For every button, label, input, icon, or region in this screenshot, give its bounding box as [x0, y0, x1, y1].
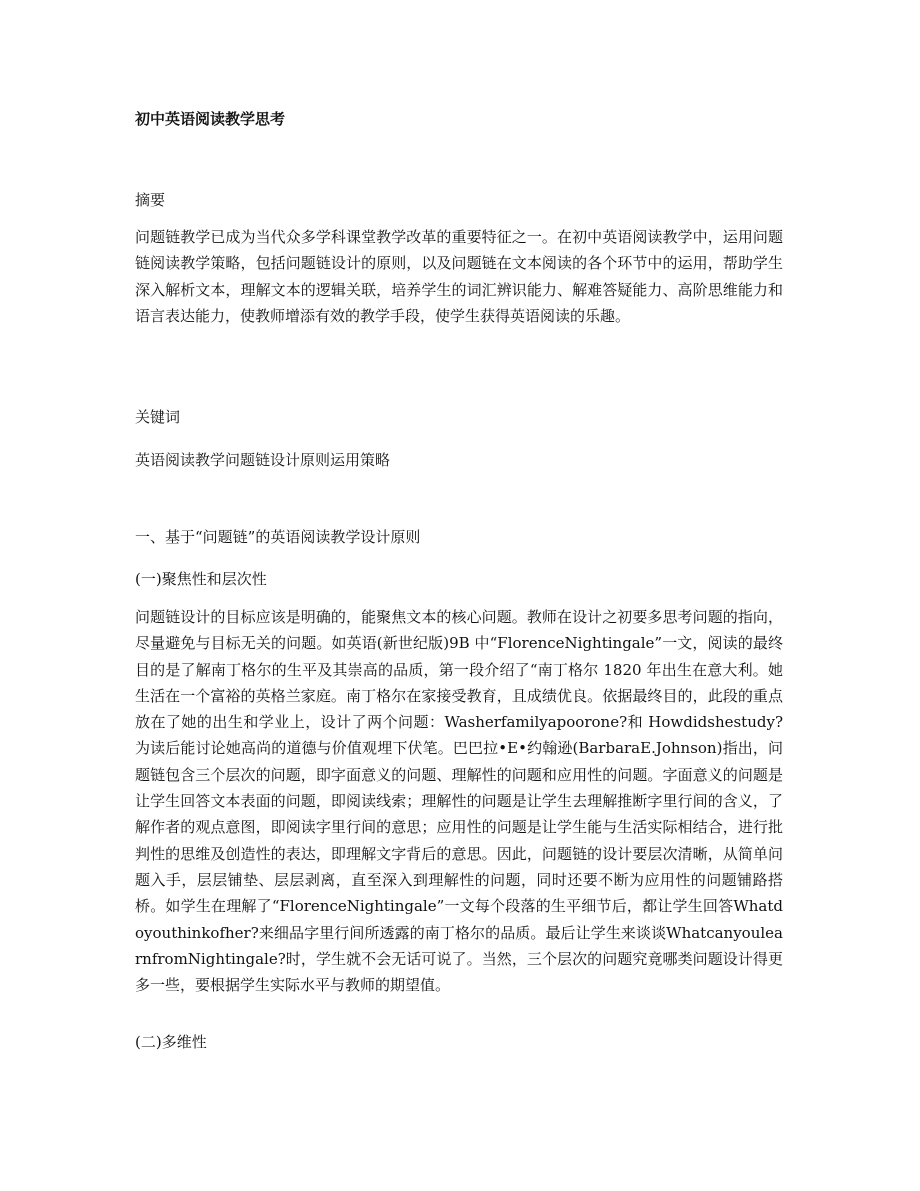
section-heading: 一、基于“问题链”的英语阅读教学设计原则: [135, 528, 421, 546]
subsection-heading: (二)多维性: [135, 1033, 207, 1051]
document-title: 初中英语阅读教学思考: [135, 110, 286, 128]
keywords-heading: 关键词: [135, 408, 181, 426]
keywords-text: 英语阅读教学问题链设计原则运用策略: [135, 451, 391, 469]
body-paragraph: 问题链设计的目标应该是明确的，能聚焦文本的核心问题。教师在设计之初要多思考问题的指向，尽量避免与目标无关的问题。如英语(新世纪版)9B 中“FlorenceNightingale”一文，阅读的最终目的是了解南丁格尔的生平及其崇高的品质，第一段介绍了“南丁格尔 1820 年出生在意大利。她生活在一个富裕的英格兰家庭。南丁格尔在家接受教育，且成绩优良。依据最终目的，此段的重点放在了她的出生和学业上，设计了两个问题：Washerfamilyapoorone?和 Howdidshestudy?为读后能讨论她高尚的道德与价值观埋下伏笔。巴巴拉•E•约翰逊(BarbaraE.Johnson)指出，问题链包含三个层次的问题，即字面意义的问题、理解性的问题和应用性的问题。字面意义的问题是让学生回答文本表面的问题，即阅读线索；理解性的问题是让学生去理解推断字里行间的含义，了解作者的观点意图，即阅读字里行间的意思；应用性的问题是让学生能与生活实际相结合，进行批判性的思维及创造性的表达，即理解文字背后的意思。因此，问题链的设计要层次清晰，从简单问题入手，层层铺垫、层层剥离，直至深入到理解性的问题，同时还要不断为应用性的问题铺路搭桥。如学生在理解了“FlorenceNightingale”一文每个段落的生平细节后，都让学生回答Whatdoyouthinkofher?来细品字里行间所透露的南丁格尔的品质。最后让学生来谈谈WhatcanyoulearnfromNightingale?时，学生就不会无话可说了。当然，三个层次的问题究竟哪类问题设计得更多一些，要根据学生实际水平与教师的期望值。: [135, 608, 783, 995]
subsection-heading: (一)聚焦性和层次性: [135, 570, 267, 588]
abstract-paragraph: 问题链教学已成为当代众多学科课堂教学改革的重要特征之一。在初中英语阅读教学中，运用问题链阅读教学策略，包括问题链设计的原则，以及问题链在文本阅读的各个环节中的运用，帮助学生深入解析文本，理解文本的逻辑关联，培养学生的词汇辨识能力、解难答疑能力、高阶思维能力和语言表达能力，使教师增添有效的教学手段，使学生获得英语阅读的乐趣。: [135, 228, 783, 325]
abstract-heading: 摘要: [135, 191, 166, 209]
